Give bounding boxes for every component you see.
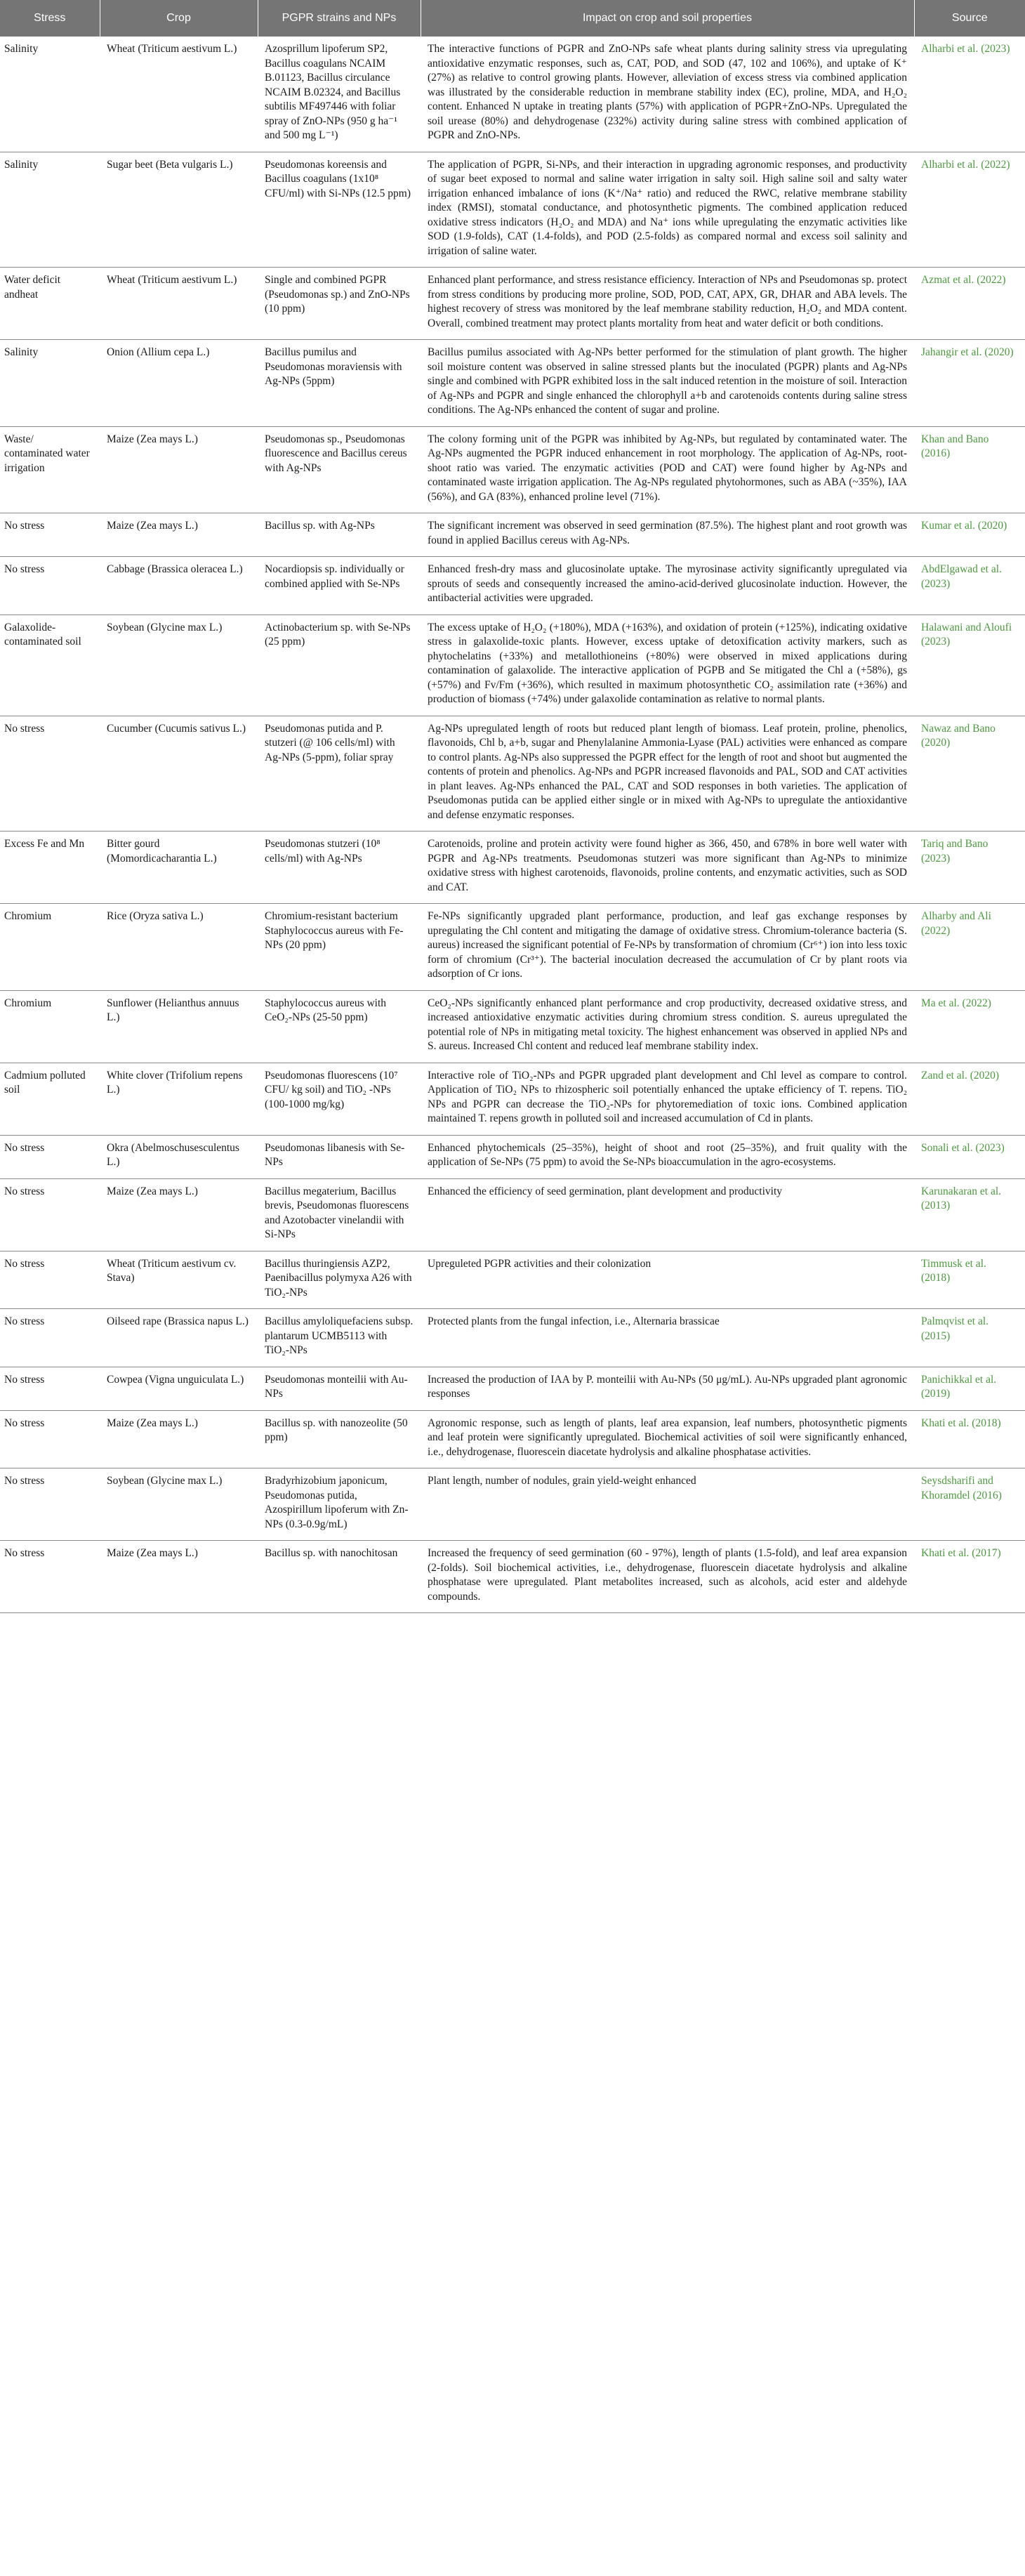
cell-stress: No stress <box>0 1178 100 1251</box>
cell-source[interactable]: Kumar et al. (2020) <box>914 513 1025 557</box>
cell-pgpr-strains: Bacillus thuringiensis AZP2, Paenibacillus polymyxa A26 with TiO₂-NPs <box>258 1251 421 1309</box>
cell-source[interactable]: Jahangir et al. (2020) <box>914 340 1025 427</box>
cell-source[interactable]: Khati et al. (2018) <box>914 1410 1025 1468</box>
cell-crop: White clover (Trifolium repens L.) <box>100 1063 258 1135</box>
cell-pgpr-strains: Bacillus sp. with nanozeolite (50 ppm) <box>258 1410 421 1468</box>
cell-crop: Cabbage (Brassica oleracea L.) <box>100 557 258 615</box>
header-impact: Impact on crop and soil properties <box>421 0 914 37</box>
cell-impact: Enhanced the efficiency of seed germination, plant development and productivity <box>421 1178 914 1251</box>
cell-crop: Wheat (Triticum aestivum L.) <box>100 268 258 340</box>
cell-impact: Fe-NPs significantly upgraded plant performance, production, and leaf gas exchange responses by upregulating the Chl content and mitigating the damage of oxidative stress. Chromium-tolerance bacteria (S. aureus) increased the significant potential of Fe-NPs by transformation of chromium (Cr⁶⁺) ion into less toxic form of chromium (Cr³⁺). The bacterial inoculation decreased the accumulation of Cr by plant roots via adsorption of Cr ions. <box>421 904 914 991</box>
cell-stress: No stress <box>0 1309 100 1367</box>
cell-crop: Wheat (Triticum aestivum L.) <box>100 37 258 152</box>
table-row <box>0 832 1025 904</box>
cell-pgpr-strains: Bacillus amyloliquefaciens subsp. plantarum UCMB5113 with TiO₂-NPs <box>258 1309 421 1367</box>
cell-source[interactable]: Khati et al. (2017) <box>914 1541 1025 1613</box>
cell-impact: The colony forming unit of the PGPR was inhibited by Ag-NPs, but regulated by contaminated water. The Ag-NPs augmented the PGPR induced enhancement in root morphology. The application of Ag-NPs, root-shoot ratio was varied. The enzymatic activities (POD and CAT) were found higher by Ag-NPs and contaminated waste irrigation application. The Ag-NPs regulated phytohormones, such as ABA (~35%), IAA (56%), and GA (83%), enhanced proline level (71%). <box>421 426 914 513</box>
cell-pgpr-strains: Actinobacterium sp. with Se-NPs (25 ppm) <box>258 615 421 716</box>
table-row <box>0 1251 1025 1309</box>
table-row <box>0 716 1025 832</box>
cell-pgpr-strains: Bacillus pumilus and Pseudomonas moraviensis with Ag-NPs (5ppm) <box>258 340 421 427</box>
table-row <box>0 904 1025 991</box>
cell-stress: Salinity <box>0 37 100 152</box>
cell-pgpr-strains: Staphylococcus aureus with CeO₂-NPs (25-50 ppm) <box>258 990 421 1063</box>
table-row <box>0 1410 1025 1468</box>
cell-source[interactable]: Alharbi et al. (2023) <box>914 37 1025 152</box>
cell-pgpr-strains: Pseudomonas sp., Pseudomonas fluorescence and Bacillus cereus with Ag-NPs <box>258 426 421 513</box>
cell-source[interactable]: Ma et al. (2022) <box>914 990 1025 1063</box>
header-pgpr: PGPR strains and NPs <box>258 0 421 37</box>
header-crop: Crop <box>100 0 258 37</box>
cell-stress: No stress <box>0 513 100 557</box>
cell-pgpr-strains: Pseudomonas libanesis with Se-NPs <box>258 1135 421 1178</box>
table-row <box>0 1309 1025 1367</box>
cell-source[interactable]: Tariq and Bano (2023) <box>914 832 1025 904</box>
cell-stress: No stress <box>0 1251 100 1309</box>
cell-impact: The interactive functions of PGPR and ZnO-NPs safe wheat plants during salinity stress via upregulating antioxidative enzymatic responses, such as, CAT, POD, and SOD (47, 102 and 106%), and uptake of K⁺ (27%) as relative to control growing plants. However, alleviation of excess stress via combined application was illustrated by the considerable reduction in membrane stability index (EC), proline, MDA, and H₂O₂ content. Enhanced N uptake in treating plants (57%) with application of PGPR+ZnO-NPs. Upregulated the soil urease (80%) and dehydrogenase (232%) activity during saline stress with combined application of PGPR and ZnO-NPs. <box>421 37 914 152</box>
table-row <box>0 37 1025 152</box>
table-row <box>0 1541 1025 1613</box>
cell-impact: The excess uptake of H₂O₂ (+180%), MDA (+163%), and oxidation of protein (+125%), indicating oxidative stress in galaxolide-toxic plants. However, excess uptake of detoxification activity markers, such as phytochelatins (+33%) and metallothioneins (+80%) were observed in mixed applications during contamination of galaxolide. The interactive application of PGPB and Se mitigated the Chl a (+58%), gs (+57%) and Fv/Fm (+36%), which resulted in maximum photosynthetic CO₂ assimilation rate (+36%) and production of biomass (+74%) under galaxolide contamination as relative to normal plants. <box>421 615 914 716</box>
cell-impact: CeO₂-NPs significantly enhanced plant performance and crop productivity, decreased oxidative stress, and increased antioxidative enzymatic activities during chromium stress condition. S. aureus upregulated the potential role of NPs in mitigating metal toxicity. The highest enhancement was observed in applied NPs and S. aureus. Increased Chl content and reduced leaf membrane stability index. <box>421 990 914 1063</box>
cell-stress: Waste/ contaminated water irrigation <box>0 426 100 513</box>
cell-pgpr-strains: Pseudomonas koreensis and Bacillus coagulans (1x10⁸ CFU/ml) with Si-NPs (12.5 ppm) <box>258 152 421 268</box>
cell-source[interactable]: Nawaz and Bano (2020) <box>914 716 1025 832</box>
cell-source[interactable]: Palmqvist et al. (2015) <box>914 1309 1025 1367</box>
table-row <box>0 426 1025 513</box>
table-row <box>0 1367 1025 1410</box>
cell-source[interactable]: Halawani and Aloufi (2023) <box>914 615 1025 716</box>
cell-impact: Enhanced phytochemicals (25–35%), height of shoot and root (25–35%), and fruit quality with the application of Se-NPs (75 ppm) to avoid the Se-NPs bioaccumulation in the agro-ecosystems. <box>421 1135 914 1178</box>
cell-impact: Interactive role of TiO₂-NPs and PGPR upgraded plant development and Chl level as compare to control. Application of TiO₂ NPs to rhizospheric soil potentially enhanced the uptake efficiency of T. repens. TiO₂ NPs and PGPR can decrease the TiO₂-NPs for phytoremediation of toxic ions. Combined application maintained T. repens growth in polluted soil and increased accumulation of Cd in plants. <box>421 1063 914 1135</box>
cell-impact: Protected plants from the fungal infection, i.e., Alternaria brassicae <box>421 1309 914 1367</box>
cell-source[interactable]: Karunakaran et al. (2013) <box>914 1178 1025 1251</box>
cell-stress: No stress <box>0 1367 100 1410</box>
cell-impact: Enhanced plant performance, and stress resistance efficiency. Interaction of NPs and Pseudomonas sp. protect from stress conditions by producing more proline, SOD, POD, CAT, APX, GR, DHAR and ABA levels. The highest recovery of stress was monitored by the leaf membrane stability reduction, H₂O₂ and MDA content. Overall, combined treatment may protect plants mortality from heat and water deficit or both conditions. <box>421 268 914 340</box>
cell-source[interactable]: Khan and Bano (2016) <box>914 426 1025 513</box>
header-source: Source <box>914 0 1025 37</box>
cell-impact: Carotenoids, proline and protein activity were found higher as 366, 450, and 678% in bore well water with PGPR and Ag-NPs treatments. Pseudomonas stutzeri was more significant than Ag-NPs to minimize oxidative stress with highest carotenoids, flavonoids, proline contents, and enzymatic activities, such as SOD and CAT. <box>421 832 914 904</box>
cell-stress: No stress <box>0 1410 100 1468</box>
cell-crop: Bitter gourd (Momordicacharantia L.) <box>100 832 258 904</box>
cell-crop: Cucumber (Cucumis sativus L.) <box>100 716 258 832</box>
header-row <box>0 0 1025 37</box>
header-stress: Stress <box>0 0 100 37</box>
cell-impact: Bacillus pumilus associated with Ag-NPs better performed for the stimulation of plant growth. The higher soil moisture content was observed in saline stressed plants but the inoculated (PGPR) plants and Ag-NPs single and combined with PGPR exhibited loss in the salt induced retention in the moisture of soil. Interaction of Ag-NPs and PGPR and single enhanced the chlorophyll a+b and carotenoids contents during saline stress conditions. The Ag-NPs enhanced the content of sugar and proline. <box>421 340 914 427</box>
cell-pgpr-strains: Pseudomonas fluorescens (10⁷ CFU/ kg soil) and TiO₂ -NPs (100-1000 mg/kg) <box>258 1063 421 1135</box>
cell-crop: Soybean (Glycine max L.) <box>100 1468 258 1541</box>
table-row <box>0 152 1025 268</box>
cell-source[interactable]: Panichikkal et al. (2019) <box>914 1367 1025 1410</box>
cell-pgpr-strains: Pseudomonas putida and P. stutzeri (@ 106 cells/ml) with Ag-NPs (5-ppm), foliar spray <box>258 716 421 832</box>
cell-impact: Enhanced fresh-dry mass and glucosinolate uptake. The myrosinase activity significantly upregulated via sprouts of seeds and consequently increased the amino-acid-derived glucosinolate induction. However, the antibacterial activities were upgraded. <box>421 557 914 615</box>
cell-pgpr-strains: Single and combined PGPR (Pseudomonas sp.) and ZnO-NPs (10 ppm) <box>258 268 421 340</box>
cell-crop: Maize (Zea mays L.) <box>100 513 258 557</box>
cell-stress: Salinity <box>0 152 100 268</box>
cell-source[interactable]: Seysdsharifi and Khoramdel (2016) <box>914 1468 1025 1541</box>
cell-stress: Water deficit andheat <box>0 268 100 340</box>
cell-impact: Increased the production of IAA by P. monteilii with Au-NPs (50 μg/mL). Au-NPs upgraded plant agronomic responses <box>421 1367 914 1410</box>
cell-source[interactable]: Alharbi et al. (2022) <box>914 152 1025 268</box>
table-row <box>0 1178 1025 1251</box>
table-row <box>0 1468 1025 1541</box>
cell-crop: Onion (Allium cepa L.) <box>100 340 258 427</box>
cell-crop: Rice (Oryza sativa L.) <box>100 904 258 991</box>
table-header <box>0 0 1025 37</box>
cell-pgpr-strains: Pseudomonas monteilii with Au-NPs <box>258 1367 421 1410</box>
table-row <box>0 1135 1025 1178</box>
table-row <box>0 513 1025 557</box>
cell-pgpr-strains: Bradyrhizobium japonicum, Pseudomonas putida, Azospirillum lipoferum with Zn-NPs (0.3-0.9g/mL) <box>258 1468 421 1541</box>
table-row <box>0 615 1025 716</box>
cell-source[interactable]: AbdElgawad et al. (2023) <box>914 557 1025 615</box>
cell-stress: No stress <box>0 1541 100 1613</box>
cell-pgpr-strains: Pseudomonas stutzeri (10⁸ cells/ml) with Ag-NPs <box>258 832 421 904</box>
cell-pgpr-strains: Nocardiopsis sp. individually or combined applied with Se-NPs <box>258 557 421 615</box>
cell-crop: Okra (Abelmoschusesculentus L.) <box>100 1135 258 1178</box>
table-row <box>0 1063 1025 1135</box>
cell-pgpr-strains: Azosprillum lipoferum SP2, Bacillus coagulans NCAIM B.01123, Bacillus circulance NCAIM B.02324, and Bacillus subtilis MF497446 with foliar spray of ZnO-NPs (950 g ha⁻¹ and 500 mg L⁻¹) <box>258 37 421 152</box>
cell-impact: Plant length, number of nodules, grain yield-weight enhanced <box>421 1468 914 1541</box>
cell-crop: Maize (Zea mays L.) <box>100 1410 258 1468</box>
cell-crop: Sugar beet (Beta vulgaris L.) <box>100 152 258 268</box>
cell-source[interactable]: Alharby and Ali (2022) <box>914 904 1025 991</box>
cell-crop: Sunflower (Helianthus annuus L.) <box>100 990 258 1063</box>
cell-crop: Oilseed rape (Brassica napus L.) <box>100 1309 258 1367</box>
table-row <box>0 340 1025 427</box>
cell-pgpr-strains: Chromium-resistant bacterium Staphylococcus aureus with Fe-NPs (20 ppm) <box>258 904 421 991</box>
cell-stress: Galaxolide-contaminated soil <box>0 615 100 716</box>
cell-stress: No stress <box>0 716 100 832</box>
cell-crop: Cowpea (Vigna unguiculata L.) <box>100 1367 258 1410</box>
cell-pgpr-strains: Bacillus sp. with Ag-NPs <box>258 513 421 557</box>
cell-crop: Wheat (Triticum aestivum cv. Stava) <box>100 1251 258 1309</box>
cell-impact: The application of PGPR, Si-NPs, and their interaction in upgrading agronomic responses, and productivity of sugar beet exposed to normal and saline water irrigation in salty soil. High saline soil and salty water irrigation enhanced imbalance of ions (K⁺/Na⁺ ratio) and reduced the RWC, relative membrane stability index (RMSI), stomatal conductance, and photosynthetic pigments. The combined application reduced oxidative stress indicators (H₂O₂ and MDA) and Na⁺ ions while upregulating the enzymatic activities like SOD (1.9-folds), CAT (1.4-folds), and POD (2.5-folds) as compared normal and excess soil salinity and irrigation of saline water. <box>421 152 914 268</box>
table-body <box>0 37 1025 1613</box>
cell-stress: Cadmium polluted soil <box>0 1063 100 1135</box>
cell-stress: No stress <box>0 557 100 615</box>
cell-pgpr-strains: Bacillus sp. with nanochitosan <box>258 1541 421 1613</box>
cell-stress: Excess Fe and Mn <box>0 832 100 904</box>
cell-impact: The significant increment was observed in seed germination (87.5%). The highest plant and root growth was found in applied Bacillus cereus with Ag-NPs. <box>421 513 914 557</box>
cell-stress: No stress <box>0 1135 100 1178</box>
cell-crop: Soybean (Glycine max L.) <box>100 615 258 716</box>
cell-source[interactable]: Timmusk et al. (2018) <box>914 1251 1025 1309</box>
cell-stress: Chromium <box>0 990 100 1063</box>
cell-source[interactable]: Azmat et al. (2022) <box>914 268 1025 340</box>
cell-impact: Agronomic response, such as length of plants, leaf area expansion, leaf numbers, photosynthetic pigments and leaf protein were significantly upregulated. Biochemical activities of soil were significantly enhanced, i.e., dehydrogenase, fluorescein diacetate hydrolysis and alkaline phosphatase activities. <box>421 1410 914 1468</box>
cell-crop: Maize (Zea mays L.) <box>100 426 258 513</box>
cell-source[interactable]: Zand et al. (2020) <box>914 1063 1025 1135</box>
table-row <box>0 990 1025 1063</box>
cell-crop: Maize (Zea mays L.) <box>100 1178 258 1251</box>
cell-stress: Salinity <box>0 340 100 427</box>
table-row <box>0 557 1025 615</box>
cell-crop: Maize (Zea mays L.) <box>100 1541 258 1613</box>
cell-source[interactable]: Sonali et al. (2023) <box>914 1135 1025 1178</box>
cell-impact: Increased the frequency of seed germination (60 - 97%), length of plants (1.5-fold), and leaf area expansion (2-folds). Soil biochemical activities, i.e., dehydrogenase, fluorescein diacetate hydrolysis and alkaline phosphatase were upregulated. Plant metabolites increased, such as alcohols, acid ester and aldehyde compounds. <box>421 1541 914 1613</box>
cell-pgpr-strains: Bacillus megaterium, Bacillus brevis, Pseudomonas fluorescens and Azotobacter vinelandii with Si-NPs <box>258 1178 421 1251</box>
table-row <box>0 268 1025 340</box>
cell-stress: Chromium <box>0 904 100 991</box>
cell-impact: Upreguleted PGPR activities and their colonization <box>421 1251 914 1309</box>
cell-stress: No stress <box>0 1468 100 1541</box>
cell-impact: Ag-NPs upregulated length of roots but reduced plant length of biomass. Leaf protein, proline, phenolics, flavonoids, Chl b, a+b, sugar and Phenylalanine Ammonia-Lyase (PAL) activities were enhanced as compare to control plants. Ag-NPs also suppressed the PGPR effect for the length of root and shoot but augmented the contents of protein and phenolics. Ag-NPs and PGPR increased flavonoids and PAL, SOD and CAT activities in plant leaves. Ag-NPs enhanced the PAL, CAT and SOD responses in both varieties. The application of Pseudomonas putida can be applied either single or in mixed with Ag-NPs to upregulate the antioxidantive and defense enzymatic responses. <box>421 716 914 832</box>
